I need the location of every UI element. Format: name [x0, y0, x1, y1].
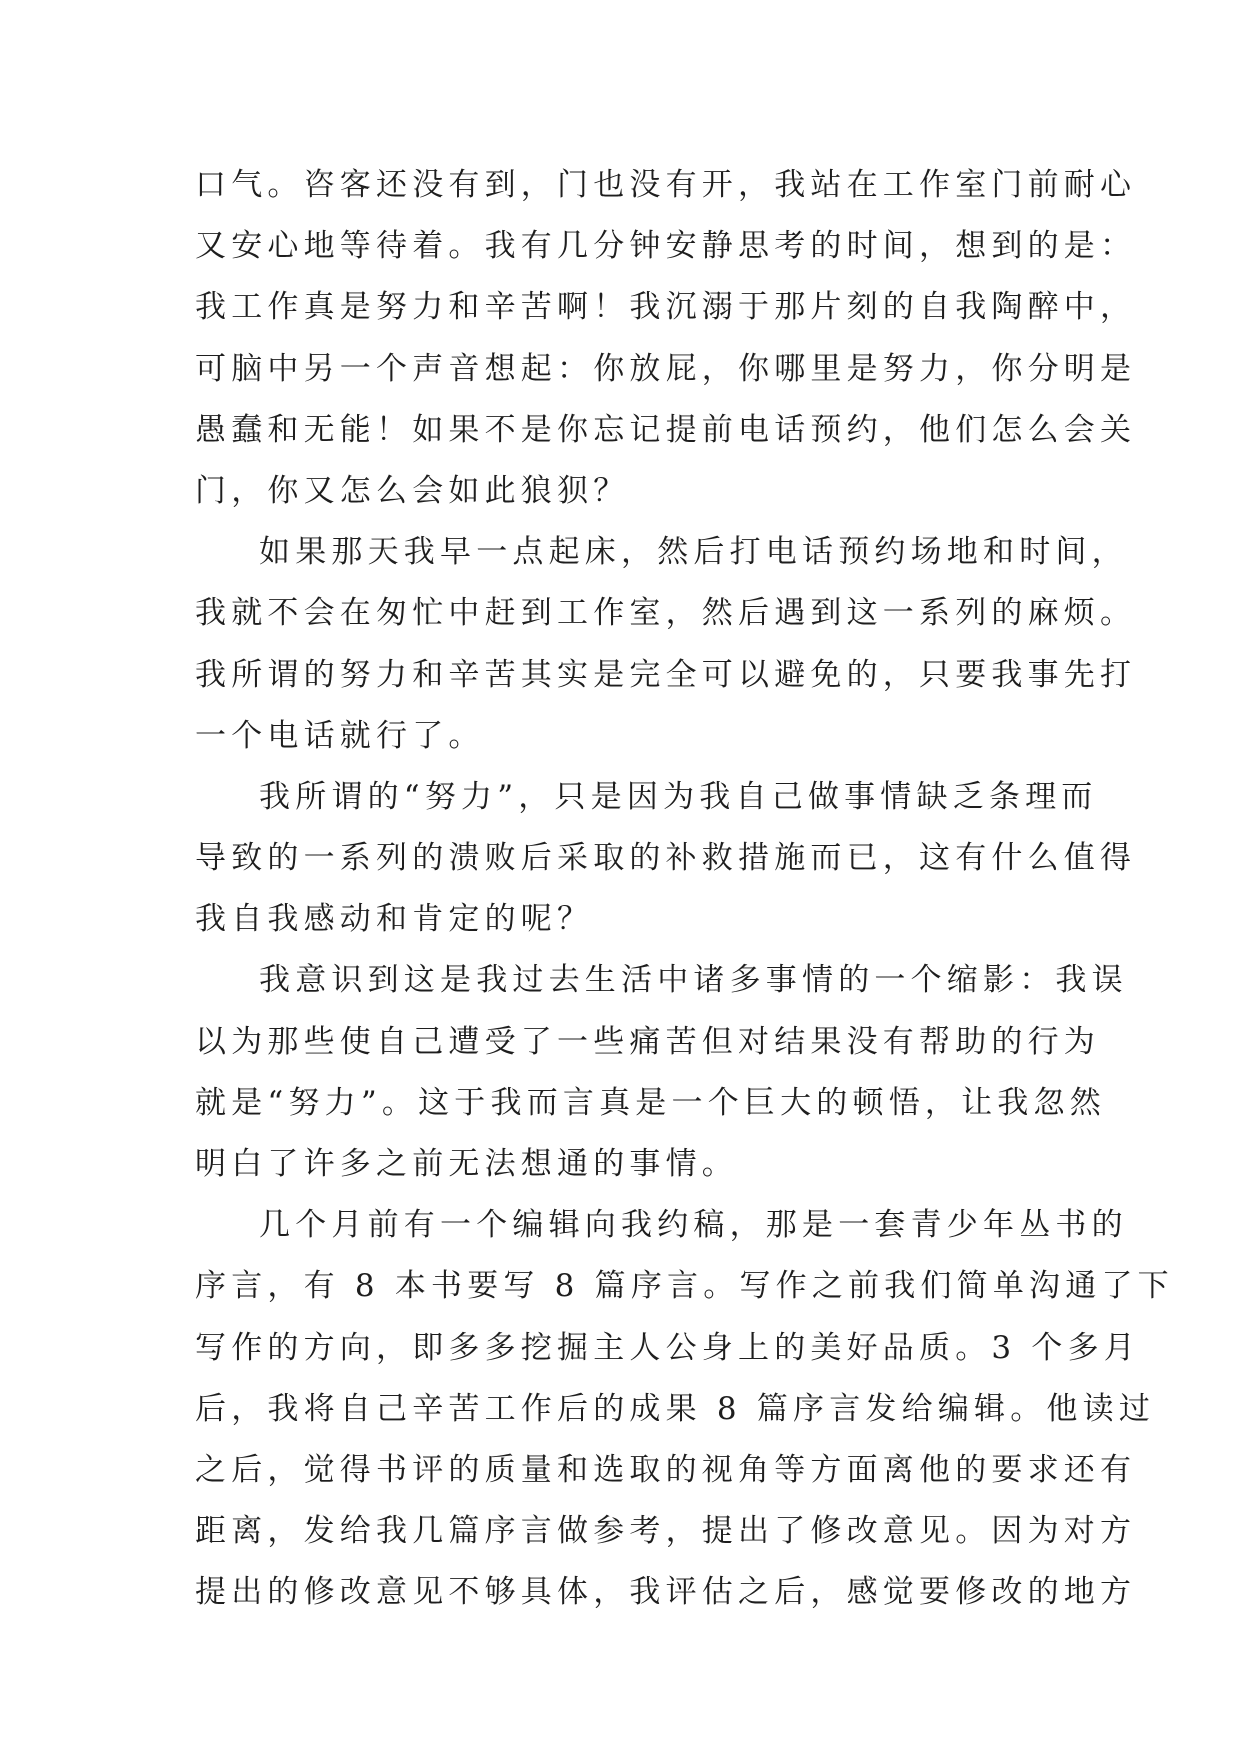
text-line: 提出的修改意见不够具体，我评估之后，感觉要修改的地方 — [195, 1574, 1137, 1611]
text-line: 我意识到这是我过去生活中诸多事情的一个缩影：我误 — [259, 962, 1128, 999]
text-line: 我所谓的努力和辛苦其实是完全可以避免的，只要我事先打 — [195, 656, 1137, 693]
text-line: 愚蠢和无能！如果不是你忘记提前电话预约，他们怎么会关 — [195, 411, 1137, 448]
text-line: 距离，发给我几篇序言做参考，提出了修改意见。因为对方 — [195, 1513, 1137, 1550]
text-line: 明白了许多之前无法想通的事情。 — [195, 1146, 738, 1182]
text-line: 之后，觉得书评的质量和选取的视角等方面离他的要求还有 — [195, 1451, 1137, 1488]
text-line: 导致的一系列的溃败后采取的补救措施而已，这有什么值得 — [195, 840, 1137, 877]
text-line: 口气。咨客还没有到，门也没有开，我站在工作室门前耐心 — [195, 167, 1137, 203]
text-line: 写作的方向，即多多挖掘主人公身上的美好品质。3 个多月 — [195, 1329, 1140, 1366]
text-line: 几个月前有一个编辑向我约稿，那是一套青少年丛书的 — [259, 1207, 1128, 1244]
text-line: 后，我将自己辛苦工作后的成果 8 篇序言发给编辑。他读过 — [195, 1390, 1156, 1427]
text-line: 又安心地等待着。我有几分钟安静思考的时间，想到的是： — [195, 228, 1137, 265]
text-line: 我所谓的“努力”，只是因为我自己做事情缺乏条理而 — [259, 778, 1098, 815]
text-line: 门，你又怎么会如此狼狈？ — [195, 472, 630, 509]
text-line: 我就不会在匆忙中赶到工作室，然后遇到这一系列的麻烦。 — [195, 595, 1137, 632]
text-line: 以为那些使自己遭受了一些痛苦但对结果没有帮助的行为 — [195, 1023, 1100, 1060]
text-line: 我自我感动和肯定的呢？ — [195, 901, 594, 938]
text-line: 就是“努力”。这于我而言真是一个巨大的顿悟，让我忽然 — [195, 1084, 1106, 1121]
text-line: 一个电话就行了。 — [195, 717, 485, 754]
body-text — [195, 155, 1174, 1624]
text-line: 我工作真是努力和辛苦啊！我沉溺于那片刻的自我陶醉中， — [195, 289, 1137, 326]
text-line: 序言，有 8 本书要写 8 篇序言。写作之前我们简单沟通了下 — [195, 1268, 1174, 1305]
text-line: 如果那天我早一点起床，然后打电话预约场地和时间， — [259, 534, 1128, 571]
text-line: 可脑中另一个声音想起：你放屁，你哪里是努力，你分明是 — [195, 350, 1137, 387]
